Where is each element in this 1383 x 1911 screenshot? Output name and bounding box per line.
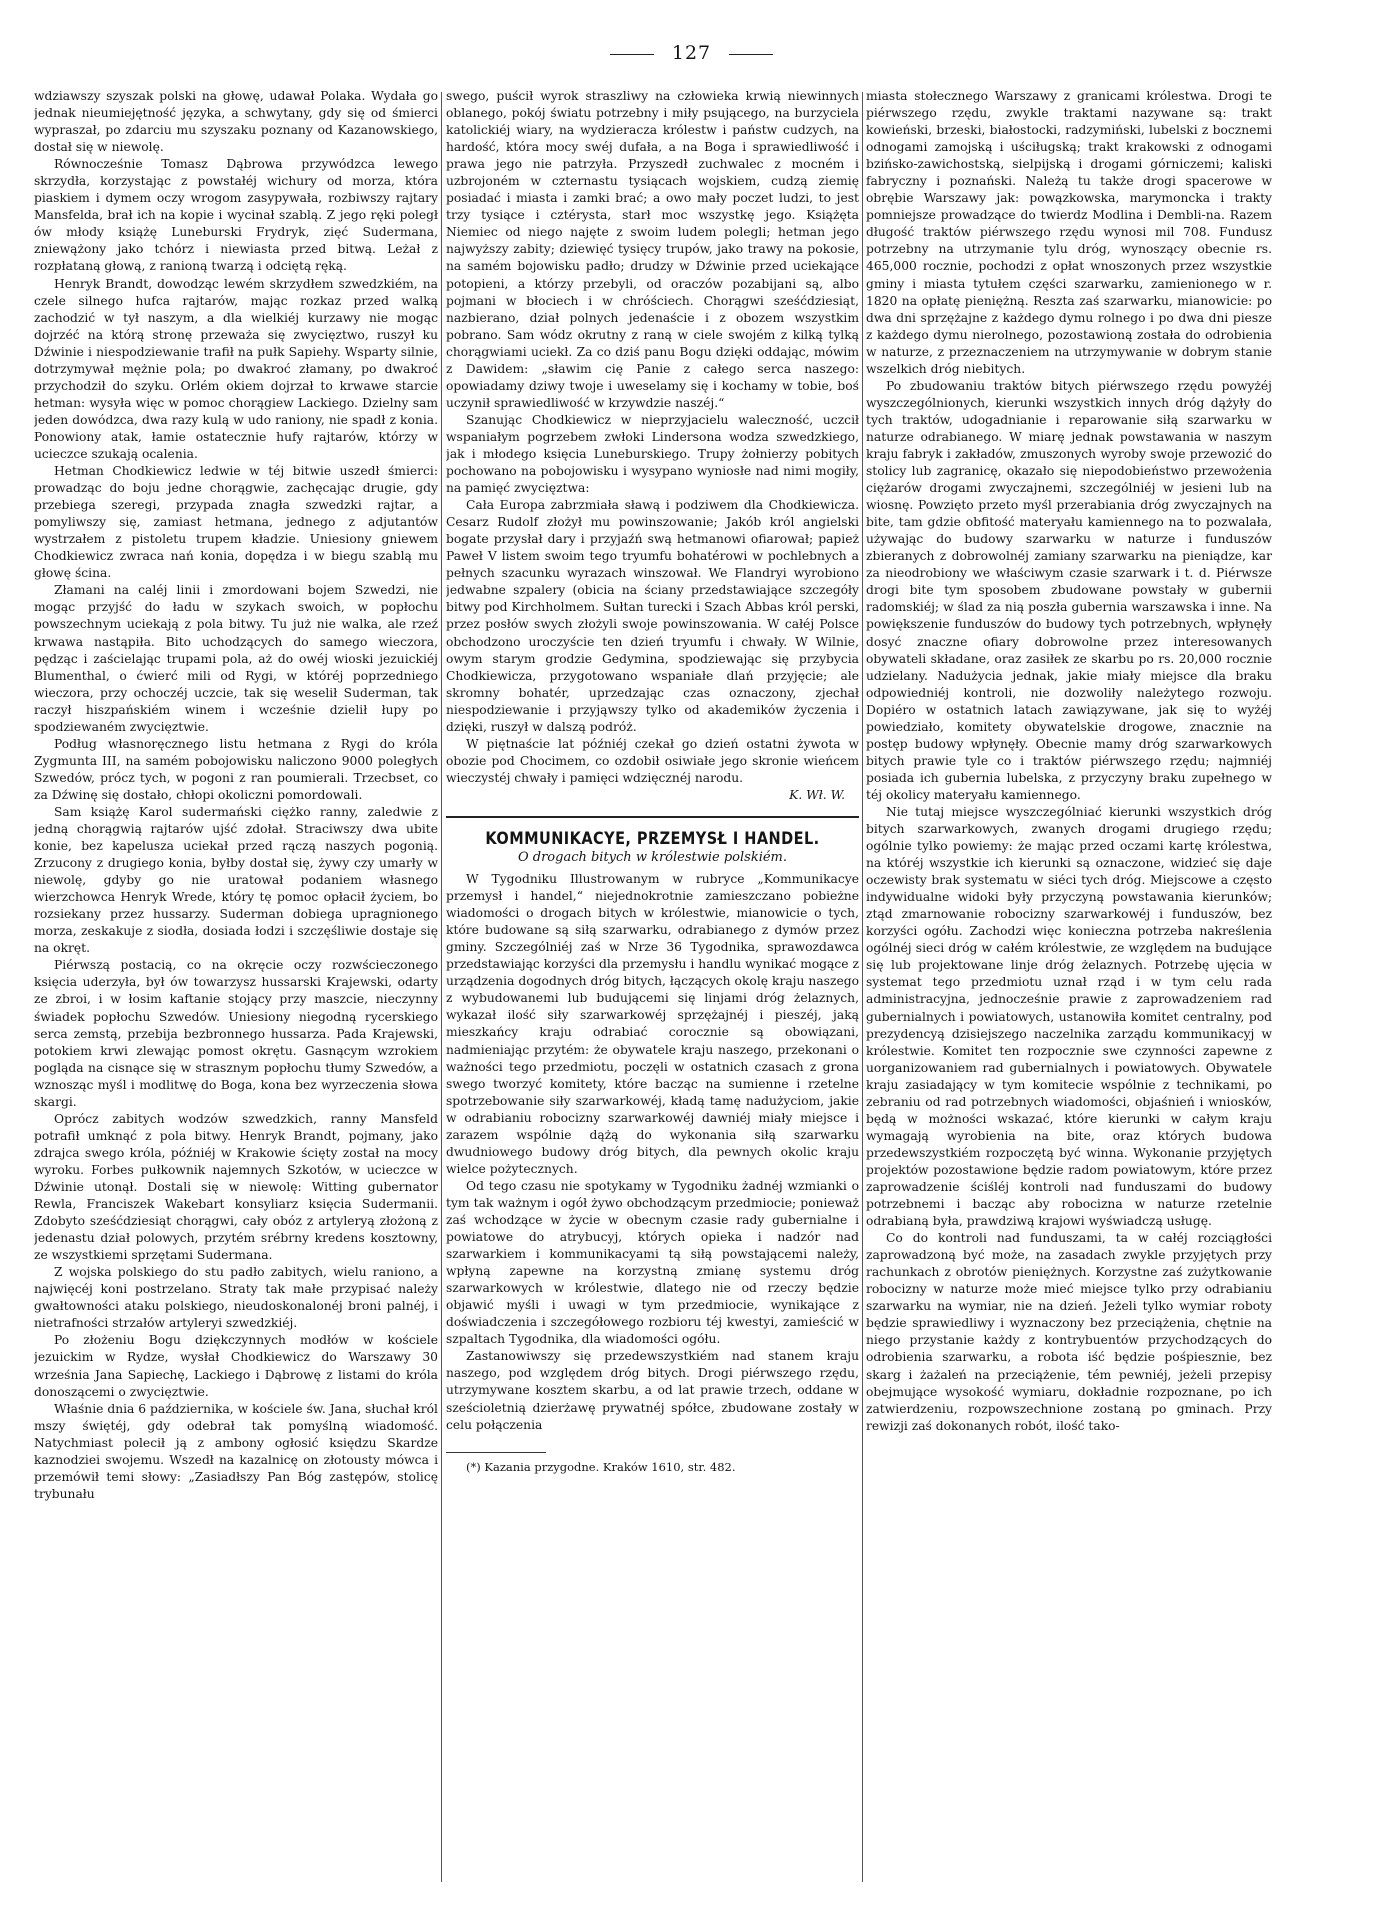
column-middle (446, 88, 859, 1878)
paragraph: Sam książę Karol sudermański ciężko ranny, zaledwie z jedną chorągwią rajtarów ujść zdołał. Straciwszy dwa ubite konie, bez kapelusza uciekał przed rączą naszych pogonią. Zrzucony z drugiego konia, byłby dostał się, żywy czy umarły w niewolę, gdyby go nie uratował podaniem własnego wierzchowca Henryk Wrede, który tę pomoc opłacił życiem, bo rozsiekany przez hussarzy. Suderman dobiega upragnionego morza, zeskakuje z siodła, dosiada łodzi i szczęśliwie dostaje się na okręt. (34, 804, 438, 956)
paragraph: Od tego czasu nie spotykamy w Tygodniku żadnéj wzmianki o tym tak ważnym i ogół żywo obchodzącym przedmiocie; ponieważ zaś wchodzące w życie w obecnym czasie rady gubernialne i powiatowe do atrybucyj, których opieka i nadzór nad szarwarkiem i kommunikacyami tą siłą powstającemi należy, wpłyną zapewne na korzystną zmianę systemu dróg szarwarkowych w królestwie, dlatego nie od rzeczy będzie objawić myśli i uwagi w tym przedmiocie, wynikające z doświadczenia i szczegółowego rozbioru téj kwestyi, zamieścić w szpaltach Tygodnika, dla wiadomości ogółu. (446, 1178, 859, 1347)
paragraph: Szanując Chodkiewicz w nieprzyjacielu waleczność, uczcił wspaniałym pogrzebem zwłoki Lindersona wodza szwedzkiego, jak i młodego księcia Luneburskiego. Trupy żołnierzy pobitych pochowano na pobojowisku i wysypano wyniosłe nad nimi mogiły, na pamięć zwycięztwa: (446, 412, 859, 496)
paragraph: Podług własnoręcznego listu hetmana z Rygi do króla Zygmunta III, na samém pobojowisku naliczono 9000 poległych Szwedów, prócz tych, w pogoni z ran poumierali. Trzecbset, co za Dźwinę się dostało, chłopi okoliczni pomordowali. (34, 736, 438, 802)
paragraph: Po zbudowaniu traktów bitych piérwszego rzędu powyżéj wyszczególnionych, kierunki wszystkich innych dróg dążyły do tych traktów, udogadnianie i reparowanie siłą szarwarku w naturze odrabianego. W miarę jednak powstawania w naszym kraju fabryk i zakładów, zmuszonych wyroby swoje przewozić do stolicy lub zagranicę, okazało się niepodobieństwo przewożenia ciężarów drogami zwyczajnemi, szczególniéj w jesieni lub na wiosnę. Powzięto przeto myśl przerabiania dróg zwyczajnych na bite, tam gdzie obfitość materyału kamiennego na to pozwalała, używając do budowy szarwarku w naturze i funduszów zbieranych z dobrowolnéj zamiany szarwarku na pieniądze, kar za nieodrobiony we właściwym czasie szarwark i t. d. Piérwsze drogi bite tym sposobem zbudowane powstały w gubernii radomskiéj; w ślad za nią poszła gubernia warszawska i inne. Na powiększenie funduszów do budowy tych potrzebnych, wpłynęły dosyć znaczne ofiary dobrowolne przez interesowanych obywateli składane, oraz zasiłek ze skarbu po rs. 20,000 rocznie udzielany. Nadużycia jednak, jakie miały miejsce dla braku odpowiedniéj kontroli, nie dozwoliły należytego rozwoju. Dopiéro w ostatnich latach zawiązywane, jak się to wyżéj powiedziało, komitety obywatelskie drogowe, znacznie na postęp budowy wpłynęły. Obecnie mamy dróg szarwarkowych bitych prawie tyle co i traktów piérwszego rzędu; najmniéj posiada ich gubernia lubelska, z przyczyny braku zupełnego w téj okolicy materyału kamiennego. (866, 378, 1272, 802)
paragraph: miasta stołecznego Warszawy z granicami królestwa. Drogi te piérwszego rzędu, zwykle traktami nazywane są: trakt kowieński, brzeski, białostocki, radzymiński, lubelski z bocznemi odnogami zamojską i uściługską; trakt krakowski z odnogami bzińsko-zawichostską, sielpijską i drogami górniczemi; kaliski fabryczny i poznański. Należą tu także drogi spacerowe w obrębie Warszawy jak: powązkowska, marymoncka i trakty pomniejsze prowadzące do twierdz Modlina i Dembli-na. Razem długość traktów piérwszego rzędu wynosi mil 708. Fundusz potrzebny na utrzymanie tylu dróg, wynoszący obecnie rs. 465,000 rocznie, pochodzi z opłat wnoszonych przez wszystkie gminy i miasta tytułem części szarwarku, zamienionego w r. 1820 na opłatę pieniężną. Reszta zaś szarwarku, mianowicie: po dwa dni sprzężajne z każdego dymu rolnego i po dwa dni piesze z każdego dymu nierolnego, pozostawioną została do odrobienia w naturze, z przeznaczeniem na utrzymywanie w dobrym stanie wszelkich dróg niebitych. (866, 89, 1272, 376)
paragraph: Po złożeniu Bogu dziękczynnych modłów w kościele jezuickim w Rydze, wysłał Chodkiewicz do Warszawy 30 września Jana Sapiechę, Lackiego i Dąbrowę z listami do króla donoszącemi o zwycięztwie. (34, 1333, 438, 1399)
column-divider (862, 92, 863, 1882)
paragraph: W piętnaście lat późniéj czekał go dzień ostatni żywota w obozie pod Chocimem, co ozdobił osiwiałe jego skronie wieńcem wieczystéj chwały i pamięci wdzięcznéj narodu. (446, 736, 859, 785)
column-left (34, 88, 438, 1878)
paragraph: Henryk Brandt, dowodząc lewém skrzydłem szwedzkiém, na czele silnego hufca rajtarów, mając rozkaz przed walką zachodzić w tył naszym, a dla wielkiéj kurzawy nie mogąc dojrzéć na którą stronę przeważa się zwycięztwo, ruszył ku Dźwinie i niespodziewanie trafił na pułk Sapiehy. Wsparty silnie, dotrzymywał mężnie pola; po dwakroć złamany, po dwakroć przychodził do szyku. Orlém okiem dojrzał to krwawe starcie hetman: wysyła więc w pomoc chorągiew Lackiego. Dzielny sam jeden dowódzca, dwa razy kulą w udo raniony, nie spadł z konia. Ponowiony atak, łamie ostatecznie hufy rajtarów, którzy w ucieczce szukają ocalenia. (34, 276, 438, 461)
paragraph: swego, puścił wyrok straszliwy na człowieka krwią niewinnych oblanego, pokój światu potrzebny i miły psującego, na burzyciela katolickiéj wiary, na wydzieracza królestw i państw cudzych, na hardość, która mocy swéj dufała, a na Boga i sprawiedliwość i prawa jego nie patrzyła. Przyszedł zuchwalec z mocném i uzbrojoném w czternastu tysiącach wojskiem, cudzą ziemię posiadać i miasta i zamki brać; a owo mały poczet ludzi, to jest trzy tysiące i cztérysta, starł moc wszystkę jego. Książęta Niemiec od niego najęte z swoim ludem polegli; hetman jego najwyższy zabity; dziewięć tysięcy trupów, jako trawy na pokosie, na samém bojowisku padło; drudzy w Dźwinie przed uciekające potopieni, a którzy przebyli, od oraczów pozabijani są, albo pojmani w błociech i w chróściech. Chorągwi sześćdziesiąt, nazbierano, dział polnych jedenaście i z obozem wszystkim pobrano. Sam wódz okrutny z raną w ciele swojém z kilką tylką chorągwiami uciekł. Za co dziś panu Bogu dzięki oddając, mówim z Dawidem: „sławim cię Panie z całego serca naszego: opowiadamy dziwy twoje i uweselamy się i kochamy w tobie, boś uczynił sprawiedliwość w krzywdzie naszéj.“ (446, 89, 859, 410)
paragraph: Piérwszą postacią, co na okręcie oczy rozwścieczonego księcia uderzyła, był ów towarzysz hussarski Krajewski, odarty ze zbroi, i w łosim kaftanie stojący przy maszcie, nieczynny świadek popłochu Szwedów. Uniesiony niegodną rycerskiego serca zemstą, przebija bezbronnego hussarza. Pada Krajewski, potokiem krwi zlewając pomost okrętu. Gasnącym wzrokiem pogląda na cisnące się w strasznym popłochu tłumy Szwedów, a wznosząc myśl i modlitwę do Boga, kona bez wyrzeczenia słowa skargi. (34, 958, 438, 1109)
paragraph: Nie tutaj miejsce wyszczególniać kierunki wszystkich dróg bitych szarwarkowych, zwanych drogami drugiego rzędu; ogólnie tylko powiemy: że mając przed oczami kartę królestwa, na któréj wszystkie ich kierunki są oznaczone, widzieć się daje oczewisty brak systematu w siéci tych dróg. Miejscowe a często indywidualne widoki były przyczyną powstawania kierunków; ztąd zmarnowanie robocizny szarwarkowéj i funduszów, bez korzyści ogółu. Zachodzi więc konieczna potrzeba nakreślenia ogólnéj sieci dróg w całém królestwie, ze względem na budujące się lub projektowane linje dróg żelaznych. Potrzebę ujęcia w systemat tego przedmiotu uznał rząd i w tym celu rada administracyjna, jednocześnie prawie z zaprowadzeniem rad gubernialnych i powiatowych, ustanowiła komitet centralny, pod prezydencyą dzisiejszego naczelnika zarządu kommunikacyj w królestwie. Komitet ten rozpocznie swe czynności zapewne z uorganizowaniem rad gubernialnych i powiatowych. Obywatele kraju zasiadający w tym komitecie wspólnie z technikami, po zebraniu od rad potrzebnych wiadomości, objaśnień i wniosków, będą w możności wskazać, które kierunki w całym kraju wymagają wyrobienia na bite, oraz których budowa przedewszystkiém rozpoczętą być winna. Wykonanie przyjętych projektów pozostawione będzie radom powiatowym, które przez zaprowadzenie ściśléj kontroli nad funduszami do budowy potrzebnemi i bacząc aby robocizna w naturze rzetelnie odrabianą była, prawdziwą krajowi wyświadczą usługę. (866, 804, 1272, 1229)
footnote-divider (446, 1452, 546, 1453)
page-number: 127 (671, 42, 712, 64)
paragraph: Co do kontroli nad funduszami, ta w całéj rozciągłości zaprowadzoną być może, na zasadach zwykle przyjętych przy rachunkach z obrotów pieniężnych. Korzystne zaś zużytkowanie robocizny w naturze może mieć miejsce tylko przy odrabianiu szarwarku na wymiar, nie na dzień. Jeżeli tylko wymiar roboty będzie sprawiedliwy i wyznaczony bez przeciążenia, chętnie na niego przystanie każdy z kontrybuentów przychodzących do odrobienia szarwarku, a robota iść będzie pośpiesznie, bez skarg i żażaleń na przeciążenie, tém pewniéj, jeżeli przepisy obejmujące wysokość wymiaru, dokładnie rozpoznane, po ich zatwierdzeniu, rozpowszechnione zostaną po gminach. Przy rewizji zaś dokonanych robót, ilość tako- (866, 1231, 1272, 1433)
paragraph: Cała Europa zabrzmiała sławą i podziwem dla Chodkiewicza. Cesarz Rudolf złożył mu powinszowanie; Jakób król angielski bogate przysłał dary i przyjaźń swą hetmanowi ofiarował; papież Paweł V listem swoim tego tryumfu bohatérowi w pochlebnych a pełnych szacunku wyrazach winszował. We Flandryi wyrobiono jedwabne szpalery (obicia na ściany przedstawiające szczegóły bitwy pod Kirchholmem. Sułtan turecki i Szach Abbas król perski, przez posłów swych złożyli swoje powinszowania. W całéj Polsce obchodzono uroczyście ten dzień tryumfu i chwały. W Wilnie, owym starym grodzie Gedymina, spodziewając się przybycia Chodkiewicza, przygotowano wspaniałe dlań przyjęcie; ale skromny bohatér, uprzedzając czas oznaczony, zjechał niespodziewanie i przyjąwszy tylko od akademików życzenia i dzięki, ruszył w dalszą podróż. (446, 498, 859, 734)
paragraph: Złamani na caléj linii i zmordowani bojem Szwedzi, nie mogąc przyjść do ładu w szykach swoich, w popłochu powszechnym uciekają z pola bitwy. Tu już nie walka, ale rzeź krwawa nastąpiła. Bito uchodzących do samego wieczora, pędząc i zaścielając trupami pola, aż do owéj wioski jezuickiéj Blumenthal, o ćwierć mili od Rygi, w któréj poprzedniego wieczora, przy ochoczéj uczcie, tak się weselił Suderman, tak raczył hiszpańskiém winem i wcześnie dzielił łupy po spodziewaném zwycięztwie. (34, 583, 438, 734)
header-dash-left (610, 54, 654, 55)
paragraph: W Tygodniku Illustrowanym w rubryce „Kommunikacye przemysł i handel,“ niejednokrotnie zamieszczano pobieżne wiadomości o drogach bitych w królestwie, mianowicie o tych, które budowane są siłą szarwarku, odrabianego z dymów przez gminy. Szczególniéj zaś w Nrze 36 Tygodnika, sprawozdawca przedstawiając korzyści dla przemysłu i handlu wynikać mogące z urządzenia dogodnych dróg bitych, łączących okolę kraju naszego z wybudowanemi lub budującemi się linjami dróg żelaznych, wykazał ilość siły szarwarkowéj sprzężajnéj i pieszéj, jaką mieszkańcy kraju odrabiać corocznie są obowiązani, nadmieniając przytém: że obywatele kraju naszego, przekonani o ważności tego przedmiotu, poczęli w ostatnich czasach z grona swego tworzyć komitety, które bacząc na sumienne i rzetelne spotrzebowanie siły szarwarkowéj, kładą tamę nadużyciom, jakie w odrabianiu robocizny szarwarkowéj dawniéj miały miejsce i zarazem wspólnie dążą do wykonania siłą szarwarku dwudniowego budowy dróg bitych, dla pewnych okolic kraju wielce pożytecznych. (446, 872, 859, 1176)
paragraph: Właśnie dnia 6 października, w kościele św. Jana, słuchał król mszy świętéj, gdy odebrał tak pomyślną wiadomość. Natychmiast polecił ją z ambony ogłosić księdzu Skardze kaznodziei swojemu. Wszedł na kazalnicę on złotousty mówca i przemówił temi słowy: „Zasiadłszy Pan Bóg zastępów, stolicę trybunału (34, 1401, 438, 1501)
header-dash-right (729, 54, 773, 55)
column-divider (441, 92, 442, 1882)
paragraph: Hetman Chodkiewicz ledwie w téj bitwie uszedł śmierci: prowadząc do boju jedne chorągwie, zachęcając drugie, gdy przebiega szeregi, przypada znagła szwedzki rajtar, a pomyliwszy się, zamiast hetmana, jednego z adjutantów wystrzałem z pistoletu trupem kładzie. Uniesiony gniewem Chodkiewicz zwraca nań konia, dopędza i w biegu szablą mu głowę ścina. (34, 464, 438, 581)
page-number-header (0, 42, 1383, 64)
paragraph: Oprócz zabitych wodzów szwedzkich, ranny Mansfeld potrafił umknąć z pola bitwy. Henryk Brandt, pojmany, jako zdrajca swego króla, późniéj w Krakowie ścięty został na mocy wyroku. Forbes pułkownik najemnych Szkotów, w ucieczce w Dźwinie utonął. Dostali się w niewolę: Witting gubernator Rewla, Franciszek Wakebart konsyliarz księcia Sudermanii. Zdobyto sześćdziesiąt chorągwi, cały obóz z artyleryą złożoną z jedenastu dział polowych, przytém srébrny kredens kosztowny, ze wszystkiemi sprzętami Sudermana. (34, 1111, 438, 1263)
footnote: (*) Kazania przygodne. Kraków 1610, str. 482. (466, 1459, 736, 1474)
paragraph: Zastanowiwszy się przedewszystkiém nad stanem kraju naszego, pod względem dróg bitych. Drogi piérwszego rzędu, utrzymywane kosztem skarbu, a od lat prawie trzech, oddane w sześcioletnią dzierżawę prywatnéj spółce, zbudowane zostały w celu połączenia (446, 1349, 859, 1432)
paragraph: Z wojska polskiego do stu padło zabitych, wielu raniono, a najwięcéj koni postrzelano. Straty tak małe przypisać należy gwałtowności ataku polskiego, nieudoskonalonéj broni palnéj, i nietrafności strzałów artyleryi szwedzkiéj. (34, 1265, 438, 1331)
paragraph: wdziawszy szyszak polski na głowę, udawał Polaka. Wydała go jednak nieumiejętność języka, a schwytany, gdy się od śmierci wypraszał, po zdarciu mu szyszaku poznany od Kazanowskiego, dostał się w niewolę. (34, 89, 438, 155)
author-signature: K. Wł. W. (789, 787, 845, 802)
column-right (866, 88, 1272, 1878)
section-divider (446, 816, 859, 818)
paragraph: Równocześnie Tomasz Dąbrowa przywódzca lewego skrzydła, korzystając z powstałéj wichury od morza, która piaskiem i dymem oczy wrogom zasypywała, rozbiwszy rajtary Mansfelda, brał ich na kopie i wycinał szablą. Z jego ręki poległ ów młody książę Luneburski Frydryk, zięć Sudermana, zniewążony jako tchórz i niewiasta przed bitwą. Leżał z rozpłataną głową, z ranioną twarzą i odciętą ręką. (34, 157, 438, 274)
section-subtitle: O drogach bitych w królestwie polskiém. (517, 850, 788, 866)
section-title: KOMMUNIKACYE, PRZEMYSŁ I HANDEL. (485, 828, 820, 848)
